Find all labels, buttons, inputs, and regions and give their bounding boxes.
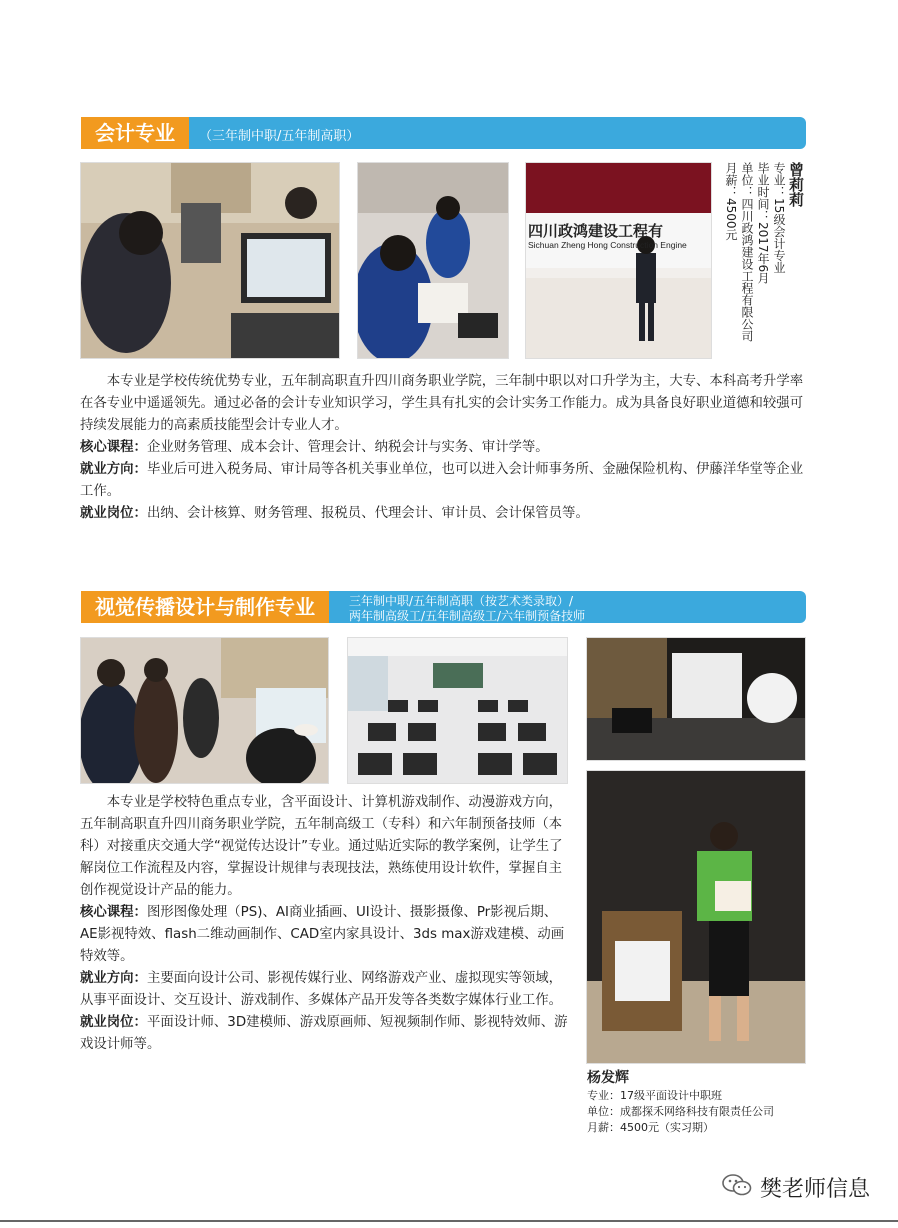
- section2-direction: [80, 968, 572, 1012]
- profile-2-salary: 月薪：4500元（实习期）: [587, 1121, 714, 1134]
- section1-intro: 本专业是学校传统优势专业，五年制高职直升四川商务职业学院，三年制中职以对口升学为主，大专、本科高考升学率在各专业中遥遥领先。通过必备的会计专业知识学习，学生具有扎实的会计实务工作能力。成为具备良好职业道德和较强可持续发展能力的高素质技能型会计专业人才。: [80, 374, 804, 433]
- posts-text: 出纳、会计核算、财务管理、报税员、代理会计、审计员、会计保管员等。: [146, 506, 589, 521]
- section1-title: 会计专业: [81, 117, 189, 149]
- section1-body: [80, 371, 807, 525]
- profile-1-employer: 单位：四川政鸿建设工程有限公司: [740, 162, 754, 342]
- core-text: 企业财务管理、成本会计、管理会计、纳税会计与实务、审计学等。: [146, 440, 549, 455]
- section2-posts: [80, 1012, 572, 1056]
- watermark-text: 樊老师信息: [760, 1177, 871, 1202]
- section1-banner: [81, 117, 806, 149]
- company-sign-en: Sichuan Zheng Hong Construction Engine: [528, 240, 687, 250]
- profile-2-name: 杨发辉: [587, 1070, 629, 1086]
- section2-subtitle-1: 三年制中职/五年制高职（按艺术类录取）/: [349, 594, 574, 608]
- company-sign-text: 四川政鸿建设工程有: [528, 223, 664, 240]
- section2-subtitle-2: 两年制高级工/五年制高级工/六年制预备技师: [349, 609, 586, 623]
- posts-label: 就业岗位：: [80, 506, 147, 521]
- students-calculating-photo: [357, 162, 509, 359]
- core-text-2: 图形图像处理（PS)、AI商业插画、UI设计、摄影摄像、Pr影视后期、AE影视特效、flash二维动画制作、CAD室内家具设计、3ds max游戏建模、动画特效等。: [80, 905, 565, 964]
- direction-text: 毕业后可进入税务局、审计局等各机关事业单位，也可以进入会计师事务所、金融保险机构、伊藤洋华堂等企业工作。: [80, 462, 804, 499]
- core-label-2: 核心课程：: [80, 905, 147, 920]
- posts-text-2: 平面设计师、3D建模师、游戏原画师、短视频制作师、影视特效师、游戏设计师等。: [80, 1015, 568, 1052]
- footer-line: [0, 1220, 898, 1222]
- section1-core: [80, 437, 807, 459]
- section2-banner: [81, 591, 806, 623]
- photo-studio-photo: [586, 637, 806, 761]
- direction-label-2: 就业方向：: [80, 971, 147, 986]
- computer-lab-photo: [347, 637, 568, 784]
- direction-text-2: 主要面向设计公司、影视传媒行业、网络游戏产业、虚拟现实等领域，从事平面设计、交互设计、游戏制作、多媒体产品开发等各类数字媒体行业工作。: [80, 971, 563, 1008]
- section2-title: 视觉传播设计与制作专业: [81, 591, 329, 623]
- section2-body: [80, 792, 572, 1056]
- classroom-computer-photo: [80, 162, 340, 359]
- profile-2-major: 专业：17级平面设计中职班: [587, 1089, 722, 1102]
- section1-direction: [80, 459, 807, 503]
- profile-1-grad: 毕业时间：2017年6月: [756, 162, 770, 285]
- watermark: [722, 1172, 870, 1203]
- profile-1-name: 曾莉莉: [787, 162, 805, 207]
- profile-2: [587, 1068, 817, 1136]
- award-photo: [586, 770, 806, 1064]
- direction-label: 就业方向：: [80, 462, 147, 477]
- profile-2-employer: 单位：成都探禾网络科技有限责任公司: [587, 1105, 774, 1118]
- profile-1-salary: 月薪：4500元: [724, 162, 738, 241]
- core-label: 核心课程：: [80, 440, 147, 455]
- section2-core: [80, 902, 572, 968]
- section2-intro: 本专业是学校特色重点专业，含平面设计、计算机游戏制作、动漫游戏方向，五年制高职直升四川商务职业学院，五年制高级工（专科）和六年制预备技师（本科）对接重庆交通大学“视觉传达设计”专业。通过贴近实际的教学案例，让学生了解岗位工作流程及内容，掌握设计规律与表现技法，熟练使用设计软件，掌握自主创作视觉设计产品的能力。: [80, 795, 563, 898]
- design-class-photo: [80, 637, 329, 784]
- wechat-icon: [722, 1173, 752, 1203]
- company-lobby-photo: [525, 162, 712, 359]
- profile-1-major: 专业：15级会计专业: [772, 162, 786, 274]
- posts-label-2: 就业岗位：: [80, 1015, 147, 1030]
- section1-posts: [80, 503, 807, 525]
- section1-subtitle: （三年制中职/五年制高职）: [199, 129, 360, 144]
